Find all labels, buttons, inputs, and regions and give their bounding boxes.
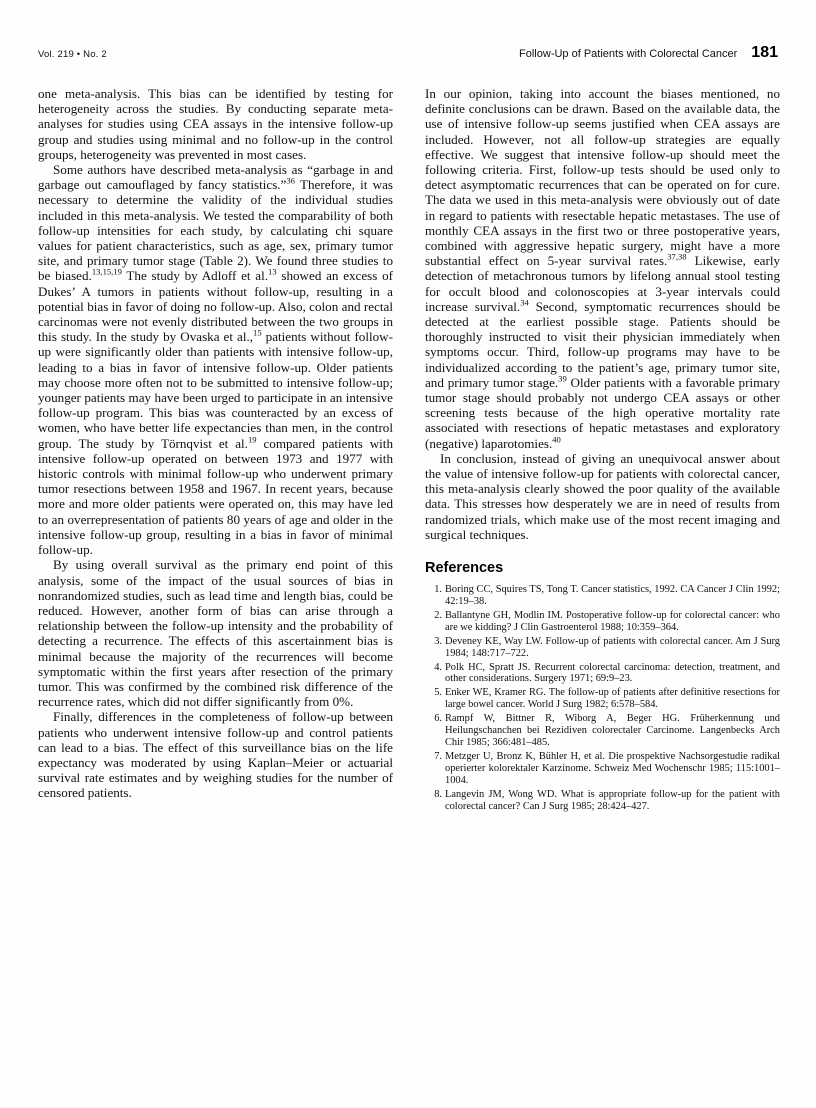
paragraph: In our opinion, taking into account the biases mentioned, no definite conclusions can be drawn. Based on the available data, the use of intensive follow-up seems justified when CEA assays are included. However, not all follow-up strategies are equally effective. We suggest that intensive follow-up should meet the following criteria. First, follow-up tests should be used only to detect asymptomatic recurrences that can be operated on for cure. The data we used in this meta-analysis were obviously out of date in regard to patients with resectable hepatic metastases. The use of monthly CEA assays in the first two or three postoperative years, combined with aggressive hepatic surgery, might have a more substantial effect on 5-year survival rates.$^{37,38}$ Likewise, early detection of metachronous tumors by lifelong annual stool testing for occult blood and colonoscopies at 3-year intervals could increase survival.$^{34}$ Second, symptomatic recurrences should be detected at the earliest possible stage. Patients should be thoroughly instructed to visit their physician immediately when symptoms occur. Third, follow-up programs may have to be individualized according to the patient’s age, primary tumor site, and primary tumor stage.$^{39}$ Older patients with a favorable primary tumor stage should probably not undergo CEA assays or other screening tests because of the high operative mortality rate associated with resections of hepatic metastases and exploratory (negative) laparotomies.$^{40}$ [425,86,781,451]
paragraph: By using overall survival as the primary end point of this analysis, some of the impact of the usual sources of bias in nonrandomized studies, such as lead time and length bias, could be reduced. However, another form of bias can arise through a relationship between the follow-up intensity and the probability of detecting a recurrence. The effects of this ascertainment bias is minimal because the majority of the recurrences will become symptomatic within the first years after resection of the primary tumor. This was confirmed by the combined risk difference of the recurrence rates, which did not differ significantly from 0%. [38,557,393,710]
running-title: Follow-Up of Patients with Colorectal Cancer [519,48,738,60]
journal-volume: Vol. 219 • No. 2 [38,49,107,60]
references-heading: References [425,560,504,577]
reference-item: Deveney KE, Way LW. Follow-up of patients with colorectal cancer. Am J Surg 1984; 148:717–722. [445,635,780,659]
reference-item: Ballantyne GH, Modlin IM. Postoperative follow-up for colorectal cancer: who are we kidding? J Clin Gastroenterol 1988; 10:359–364. [445,609,780,633]
reference-item: Rampf W, Bittner R, Wiborg A, Beger HG. Früherkennung und Heilungschanchen bei Rezidiven colorectaler Carcinome. Langenbecks Arch Chir 1985; 366:481–485. [445,713,780,748]
reference-item: Langevin JM, Wong WD. What is appropriate follow-up for the patient with colorectal cancer? Can J Surg 1985; 28:424–427. [445,788,780,812]
right-column [425,86,780,814]
reference-item: Polk HC, Spratt JS. Recurrent colorectal carcinoma: detection, treatment, and other considerations. Surgery 1971; 69:9–23. [445,661,780,685]
paragraph: Finally, differences in the completeness of follow-up between patients who underwent intensive follow-up and control patients can lead to a bias. The effect of this surveillance bias on the life expectancy was moderated by using Kaplan–Meier or actuarial survival rate estimates and by weighing studies for the number of censored patients. [38,709,393,801]
reference-list [425,584,780,812]
left-column [38,86,393,814]
reference-item: Metzger U, Bronz K, Bühler H, et al. Die prospektive Nachsorgestudie radikal operierter kolorektaler Karzinome. Schweiz Med Wochenschr 1985; 115:1001–1004. [445,750,780,786]
header-right-group [519,44,778,62]
paragraph: In conclusion, instead of giving an unequivocal answer about the value of intensive follow-up for patients with colorectal cancer, this meta-analysis clearly showed the poor quality of the available data. This stresses how desperately we are in need of results from randomized trials, which make use of the most recent imaging and surgical techniques. [425,450,780,542]
reference-item: Enker WE, Kramer RG. The follow-up of patients after definitive resections for large bowel cancer. World J Surg 1982; 6:578–584. [445,687,780,711]
reference-item: Boring CC, Squires TS, Tong T. Cancer statistics, 1992. CA Cancer J Clin 1992; 42:19–38. [445,584,780,607]
paragraph: one meta-analysis. This bias can be identified by testing for heterogeneity across the studies. By conducting separate meta-analyses for studies using CEA assays in the intensive follow-up group and studies using minimal and no follow-up in the control groups, heterogeneity was prevented in most cases. [38,86,393,162]
page-number: 181 [751,44,778,61]
paragraph: Some authors have described meta-analysis as “garbage in and garbage out camouflaged by fancy statistics.”$^{36}$ Therefore, it was necessary to determine the validity of the individual studies included in this meta-analysis. We tested the comparability of both follow-up intensities for each study, by calculating chi square values for patient characteristics, such as age, sex, primary tumor site, and primary tumor stage (Table 2). We found three studies to be biased.$^{13,15,19}$ The study by Adloff et al.$^{13}$ showed an excess of Dukes’ A tumors in patients without follow-up, resulting in a potential bias in favor of doing no follow-up. Also, colon and rectal carcinomas were not evenly distributed between the two groups in this study. In the study by Ovaska et al.,$^{15}$ patients without follow-up were significantly older than patients with intensive follow-up, leading to a bias in favor of intensive follow-up. Older patients may choose more often not to be submitted to intensive follow-up; younger patients may have been urged to participate in an intensive follow-up program. This bias was counteracted by an excess of women, who have better life expectancies than men, in the control group. The study by Törnqvist et al.$^{19}$ compared patients with intensive follow-up operated on between 1973 and 1977 with historic controls with minimal follow-up who underwent primary tumor resections between 1958 and 1967. In recent years, because more and more older patients were operated on, this may have led to an overrepresentation of patients 80 years of age and older in the intensive follow-up group, resulting in a bias in favor of minimal follow-up. [38,162,394,558]
page-header [38,44,778,62]
two-column-body [38,86,780,814]
